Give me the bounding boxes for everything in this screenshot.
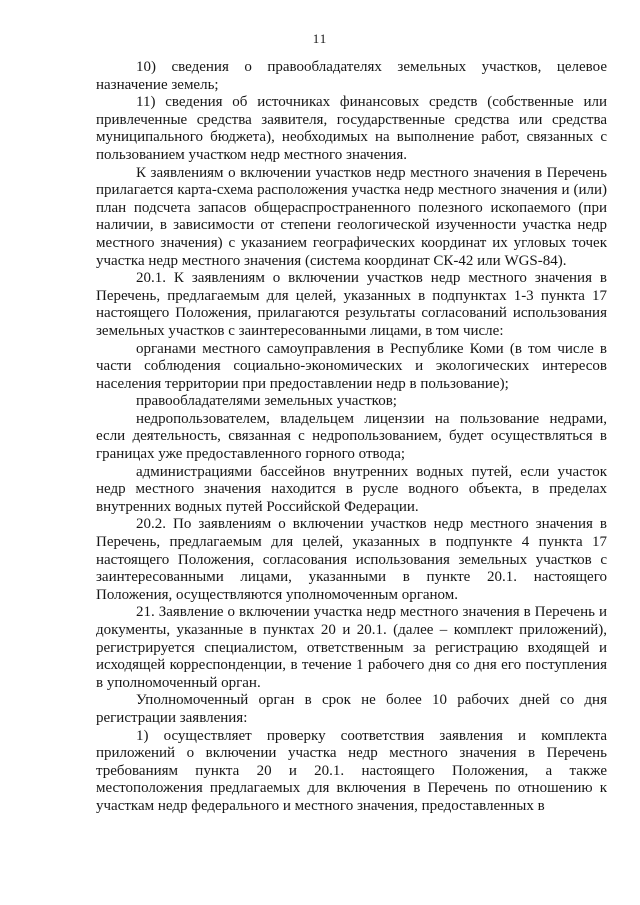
paragraph-local-authorities: органами местного самоуправления в Республике Коми (в том числе в части соблюдения социально-экономических и экологических интересов населения территории при предоставлении недр в пользование); [96,340,607,392]
paragraph-waterway-admin: администрациями бассейнов внутренних водных путей, если участок недр местного значения находится в русле водного объекта, в пределах внутренних водных путей Российской Федерации. [96,463,607,515]
paragraph-check-item-1: 1) осуществляет проверку соответствия заявления и комплекта приложений о включении участка недр местного значения в Перечень требованиям пункта 20 и 20.1. настоящего Положения, а также местоположения предлагаемых для включения в Перечень по отношению к участкам недр федерального и местного значения, предоставленных в [96,727,607,814]
page-number: 11 [312,31,328,46]
paragraph-map-attachment: К заявлениям о включении участков недр местного значения в Перечень прилагается карта-схема расположения участка недр местного значения и (или) план подсчета запасов общераспространенного полезного ископаемого (при наличии, в зависимости от степени геологической изученности участка недр местного значения) с указанием географических координат их угловых точек участка недр местного значения (система координат СК-42 или WGS-84). [96,164,607,269]
paragraph-20-1: 20.1. К заявлениям о включении участков недр местного значения в Перечень, предлагаемым для целей, указанных в подпунктах 1-3 пункта 17 настоящего Положения, прилагаются результаты согласований использования земельных участков с заинтересованными лицами, в том числе: [96,270,607,339]
paragraph-authority-deadline: Уполномоченный орган в срок не более 10 рабочих дней со дня регистрации заявления: [96,692,607,726]
document-body [96,59,607,816]
paragraph-item-11: 11) сведения об источниках финансовых средств (собственные или привлеченные средства заявителя, государственные средства или средства муниципального бюджета), необходимых на выполнение работ, связанных с пользованием участком недр местного значения. [96,94,607,163]
paragraph-21: 21. Заявление о включении участка недр местного значения в Перечень и документы, указанные в пунктах 20 и 20.1. (далее – комплект приложений), регистрируется специалистом, ответственным за регистрацию входящей и исходящей корреспонденции, в течение 1 рабочего дня со дня его поступления в уполномоченный орган. [96,604,607,691]
paragraph-20-2: 20.2. По заявлениям о включении участков недр местного значения в Перечень, предлагаемым для целей, указанных в подпункте 4 пункта 17 настоящего Положения, согласования использования земельных участков с заинтересованными лицами, указанными в пункте 20.1. настоящего Положения, осуществляются уполномоченным органом. [96,516,607,603]
paragraph-item-10: 10) сведения о правообладателях земельных участков, целевое назначение земель; [96,59,607,93]
paragraph-subsoil-user: недропользователем, владельцем лицензии на пользование недрами, если деятельность, связанная с недропользованием, будет осуществляться в границах уже предоставленного горного отвода; [96,410,607,463]
paragraph-land-owners: правообладателями земельных участков; [136,393,397,410]
